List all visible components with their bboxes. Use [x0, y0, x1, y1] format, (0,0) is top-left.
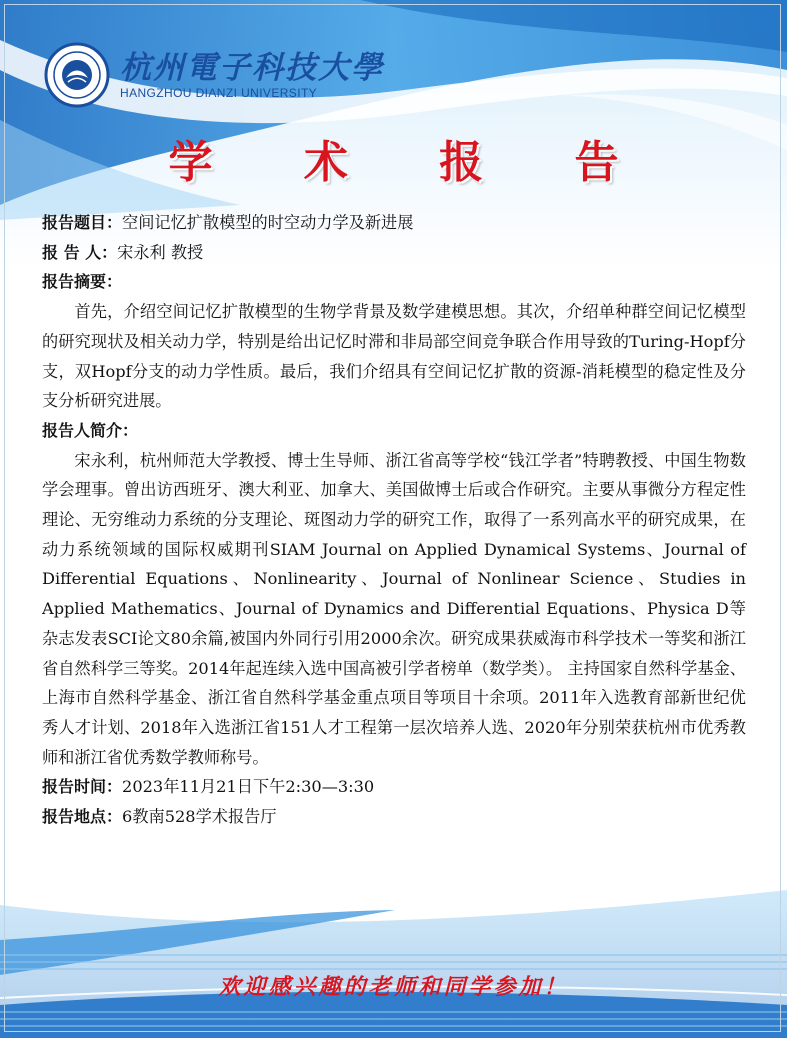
bio-label: 报告人简介： [42, 420, 139, 440]
speaker-row [42, 238, 746, 268]
university-seal-icon [44, 42, 110, 108]
abstract-label: 报告摘要： [42, 272, 123, 292]
topic-label: 报告题目： [42, 213, 123, 232]
bio-text: 宋永利，杭州师范大学教授、博士生导师、浙江省高等学校“钱江学者”特聘教授、中国生物数学会理事。曾出访西班牙、澳大利亚、加拿大、美国做博士后或合作研究。主要从事微分方程定性理论、无穷维动力系统的分支理论、斑图动力学的研究工作，取得了一系列高水平的研究成果，在动力系统领域的国际权威期刊SIAM Journal on Applied Dynamical Systems、Journal of Differential Equations、Nonlinearity、Journal of Nonlinear Science、Studies in Applied Mathematics、Journal of Dynamics and Differential Equations、Physica D等杂志发表SCI论文80余篇,被国内外同行引用2000余次。研究成果获威海市科学技术一等奖和浙江省自然科学三等奖。2014年起连续入选中国高被引学者榜单（数学类）。 主持国家自然科学基金、上海市自然科学基金、浙江省自然科学基金重点项目等项目十余项。2011年入选教育部新世纪优秀人才计划、2018年入选浙江省151人才工程第一层次培养人选、2020年分别荣获杭州市优秀教师和浙江省优秀数学教师称号。 [42, 450, 746, 767]
time-label: 报告时间： [42, 777, 123, 797]
university-logo [44, 42, 384, 108]
abstract-text: 首先，介绍空间记忆扩散模型的生物学背景及数学建模思想。其次，介绍单种群空间记忆模型的研究现状及相关动力学，特别是给出记忆时滞和非局部空间竞争联合作用导致的Turing-Hopf分支，双Hopf分支的动力学性质。最后，我们介绍具有空间记忆扩散的资源-消耗模型的稳定性及分支分析研究进展。 [42, 302, 746, 411]
abstract-heading [42, 267, 746, 297]
time-value: 2023年11月21日下午2:30—3:30 [122, 777, 375, 797]
topic-row [42, 208, 746, 238]
university-name-en: HANGZHOU DIANZI UNIVERSITY [120, 86, 318, 100]
place-value: 6教南528学术报告厅 [122, 807, 277, 827]
report-content [42, 208, 746, 832]
time-row [42, 772, 746, 802]
university-name-cn: 杭州電子科技大學 [120, 50, 384, 86]
place-row [42, 802, 746, 832]
page-title: 学 术 报 告 [168, 137, 657, 188]
speaker-value: 宋永利 教授 [117, 242, 204, 262]
topic-value: 空间记忆扩散模型的时空动力学及新进展 [122, 213, 414, 232]
welcome-banner: 欢迎感兴趣的老师和同学参加！ [218, 974, 569, 1000]
place-label: 报告地点： [42, 807, 123, 827]
speaker-label: 报 告 人： [42, 242, 118, 262]
bio-heading [42, 416, 746, 446]
